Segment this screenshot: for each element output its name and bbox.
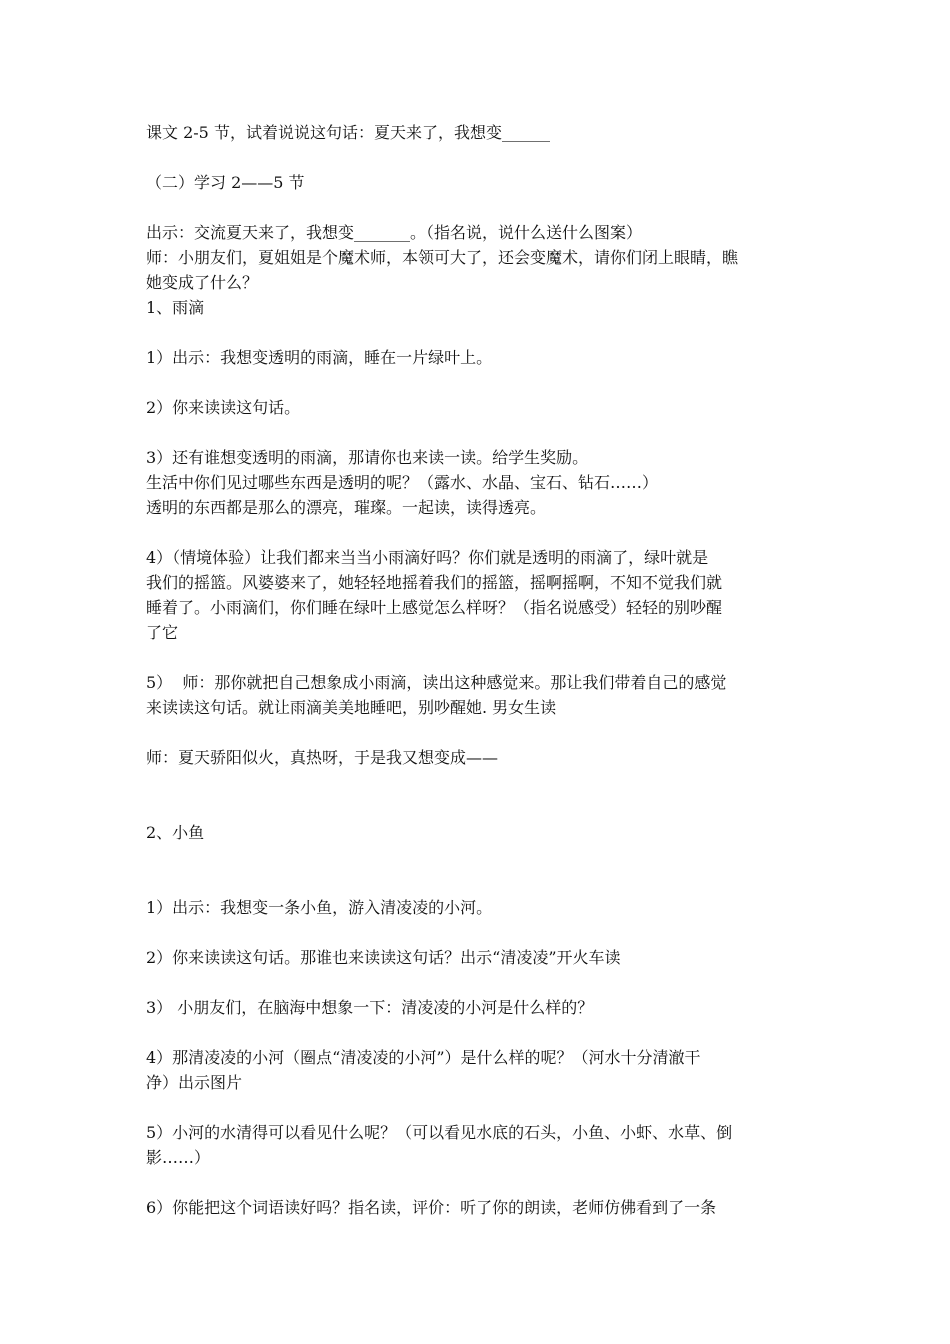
paragraph-gap (146, 520, 810, 545)
paragraph-line: 6）你能把这个词语读好吗？指名读，评价：听了你的朗读，老师仿佛看到了一条 (146, 1198, 717, 1217)
section-heading: （二）学习 2——5 节 (146, 173, 305, 192)
paragraph-line: 1）出示：我想变一条小鱼，游入清凌凌的小河。 (146, 898, 493, 917)
paragraph-gap (146, 195, 810, 220)
paragraph-line: 出示：交流夏天来了，我想变_______。（指名说，说什么送什么图案） (146, 223, 643, 242)
paragraph-line: 5）小河的水清得可以看见什么呢？（可以看见水底的石头，小鱼、小虾、水草、倒 (146, 1123, 733, 1142)
paragraph-line: 透明的东西都是那么的漂亮，璀璨。一起读，读得透亮。 (146, 498, 547, 517)
paragraph-line: 3）还有谁想变透明的雨滴，那请你也来读一读。给学生奖励。 (146, 448, 589, 467)
paragraph-line: 师：小朋友们，夏姐姐是个魔术师，本领可大了，还会变魔术，请你们闭上眼睛，瞧 (146, 248, 739, 267)
paragraph-gap (146, 1095, 810, 1120)
document-body (146, 120, 810, 1220)
paragraph-line: 我们的摇篮。风婆婆来了，她轻轻地摇着我们的摇篮，摇啊摇啊，不知不觉我们就 (146, 573, 723, 592)
paragraph-line: 师：夏天骄阳似火，真热呀，于是我又想变成—— (146, 748, 499, 767)
paragraph-line: 生活中你们见过哪些东西是透明的呢？（露水、水晶、宝石、钻石……） (146, 473, 659, 492)
paragraph-gap (146, 720, 810, 745)
paragraph-line: 她变成了什么？ (146, 273, 259, 292)
paragraph-line: 3） 小朋友们，在脑海中想象一下：清凌凌的小河是什么样的？ (146, 998, 594, 1017)
paragraph-gap (146, 1020, 810, 1045)
paragraph-line: 了它 (146, 623, 179, 642)
paragraph-gap (146, 145, 810, 170)
paragraph-gap (146, 645, 810, 670)
paragraph-line: 2）你来读读这句话。那谁也来读读这句话？出示“清凌凌”开火车读 (146, 948, 621, 967)
paragraph-line: 2）你来读读这句话。 (146, 398, 301, 417)
paragraph-line: 净）出示图片 (146, 1073, 243, 1092)
paragraph-line: 睡着了。小雨滴们，你们睡在绿叶上感觉怎么样呀？（指名说感受）轻轻的别吵醒 (146, 598, 723, 617)
paragraph-gap (146, 920, 810, 945)
paragraph-line: 课文 2-5 节，试着说说这句话：夏天来了，我想变______ (146, 123, 550, 142)
paragraph-line: 来读读这句话。就让雨滴美美地睡吧，别吵醒她. 男女生读 (146, 698, 557, 717)
paragraph-line: 1）出示：我想变透明的雨滴，睡在一片绿叶上。 (146, 348, 493, 367)
paragraph-gap (146, 420, 810, 445)
paragraph-line: 5） 师：那你就把自己想象成小雨滴，读出这种感觉来。那让我们带着自己的感觉 (146, 673, 727, 692)
paragraph-line: 影……） (146, 1148, 211, 1167)
paragraph-line: 4）那清凌凌的小河（圈点“清凌凌的小河”）是什么样的呢？（河水十分清澈干 (146, 1048, 701, 1067)
paragraph-gap (146, 770, 810, 820)
paragraph-gap (146, 320, 810, 345)
paragraph-line: 4）（情境体验）让我们都来当当小雨滴好吗？你们就是透明的雨滴了，绿叶就是 (146, 548, 709, 567)
paragraph-gap (146, 370, 810, 395)
subsection-heading: 2、小鱼 (146, 823, 205, 842)
subsection-heading: 1、雨滴 (146, 298, 205, 317)
paragraph-gap (146, 970, 810, 995)
paragraph-gap (146, 845, 810, 895)
paragraph-gap (146, 1170, 810, 1195)
